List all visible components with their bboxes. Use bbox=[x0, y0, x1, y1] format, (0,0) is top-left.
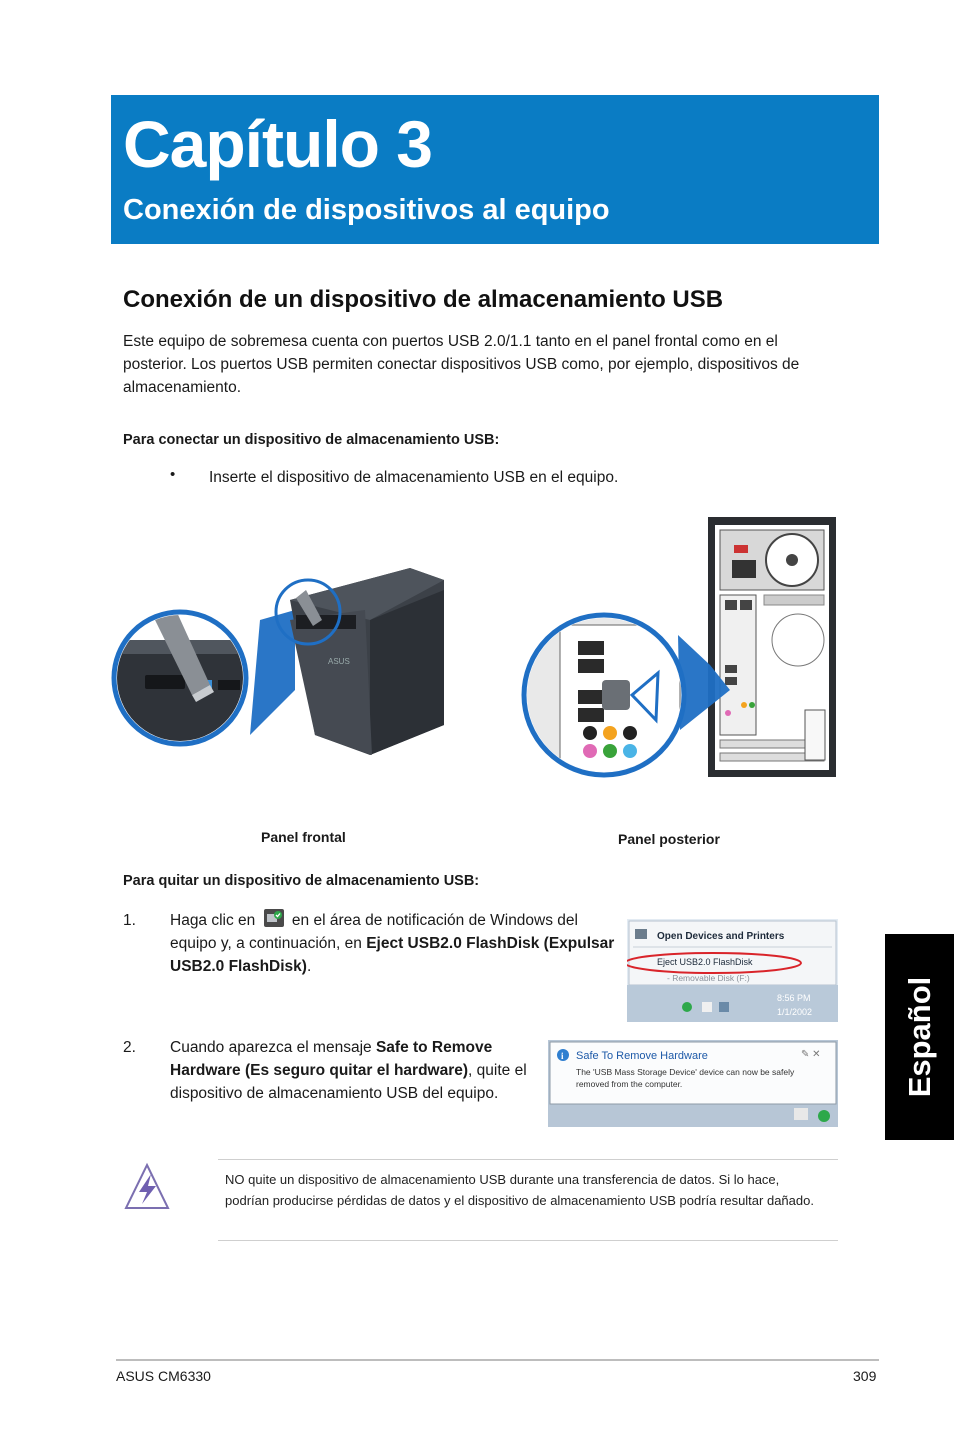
remove-heading: Para quitar un dispositivo de almacenamiento USB: bbox=[123, 873, 480, 889]
menu-item-open-devices: Open Devices and Printers bbox=[657, 931, 785, 942]
chapter-title: Capítulo 3 bbox=[123, 107, 433, 181]
eject-menu-screenshot bbox=[627, 919, 838, 1022]
svg-text:i: i bbox=[561, 1051, 564, 1061]
menu-item-eject: Eject USB2.0 FlashDisk bbox=[657, 957, 753, 967]
section-title: Conexión de un dispositivo de almacenamiento USB bbox=[123, 286, 724, 313]
safe-remove-balloon-screenshot bbox=[548, 1040, 838, 1127]
footer-model: ASUS CM6330 bbox=[116, 1368, 211, 1384]
balloon-close-icon: ✎ ✕ bbox=[801, 1049, 821, 1060]
chapter-subtitle: Conexión de dispositivos al equipo bbox=[123, 194, 610, 226]
step2-text-a: Cuando aparezca el mensaje bbox=[170, 1039, 372, 1056]
step2-text-bold: Safe to Remove Hardware (Es seguro quitar el hardware) bbox=[170, 1039, 493, 1079]
footer-page-number: 309 bbox=[853, 1368, 877, 1384]
intro-paragraph: Este equipo de sobremesa cuenta con puertos USB 2.0/1.1 tanto en el panel frontal como en el posterior. Los puertos USB permiten conectar dispositivos USB como, por ejemplo, dispositivos de almacenamiento. bbox=[123, 333, 800, 396]
balloon-title: Safe To Remove Hardware bbox=[576, 1050, 708, 1062]
rear-panel-caption: Panel posterior bbox=[618, 831, 720, 847]
tray-time: 8:56 PM bbox=[777, 993, 811, 1003]
footer-rule bbox=[116, 1359, 879, 1361]
step2-text bbox=[170, 1036, 550, 1105]
menu-item-removable-disk: - Removable Disk (F:) bbox=[667, 973, 750, 983]
tray-date: 1/1/2002 bbox=[777, 1007, 813, 1017]
language-side-tab-label: Español bbox=[901, 976, 937, 1098]
step2-number: 2. bbox=[123, 1039, 136, 1056]
step1-text-end: . bbox=[306, 958, 312, 975]
bullet-marker: • bbox=[170, 466, 176, 483]
front-panel-illustration bbox=[110, 560, 450, 760]
bullet-text: Inserte el dispositivo de almacenamiento USB en el equipo. bbox=[209, 469, 619, 486]
note-text: NO quite un dispositivo de almacenamiento USB durante una transferencia de datos. Si lo hace, podrían producirse pérdidas de datos y el dispositivo de almacenamiento USB podría resultar dañado. bbox=[225, 1172, 814, 1208]
rear-panel-illustration bbox=[520, 515, 840, 785]
connect-heading: Para conectar un dispositivo de almacenamiento USB: bbox=[123, 432, 500, 448]
step2-text-b: , quite el dispositivo de almacenamiento USB del equipo. bbox=[170, 1062, 527, 1102]
step1-text-bold: Eject USB2.0 FlashDisk (Expulsar USB2.0 FlashDisk) bbox=[170, 935, 615, 975]
step1-text-a: Haga clic en bbox=[170, 912, 256, 929]
step1-number: 1. bbox=[123, 912, 136, 929]
balloon-line2: removed from the computer. bbox=[576, 1079, 683, 1089]
safely-remove-tray-icon bbox=[264, 909, 284, 927]
front-panel-caption: Panel frontal bbox=[261, 829, 346, 845]
balloon-line1: The 'USB Mass Storage Device' device can now be safely bbox=[576, 1067, 795, 1077]
step1-text-b: en el área de notificación de Windows del equipo y, a continuación, en bbox=[170, 912, 578, 952]
front-brand-logo: ASUS bbox=[328, 657, 350, 666]
warning-lightning-icon bbox=[124, 1162, 170, 1212]
step1-text bbox=[170, 909, 620, 978]
